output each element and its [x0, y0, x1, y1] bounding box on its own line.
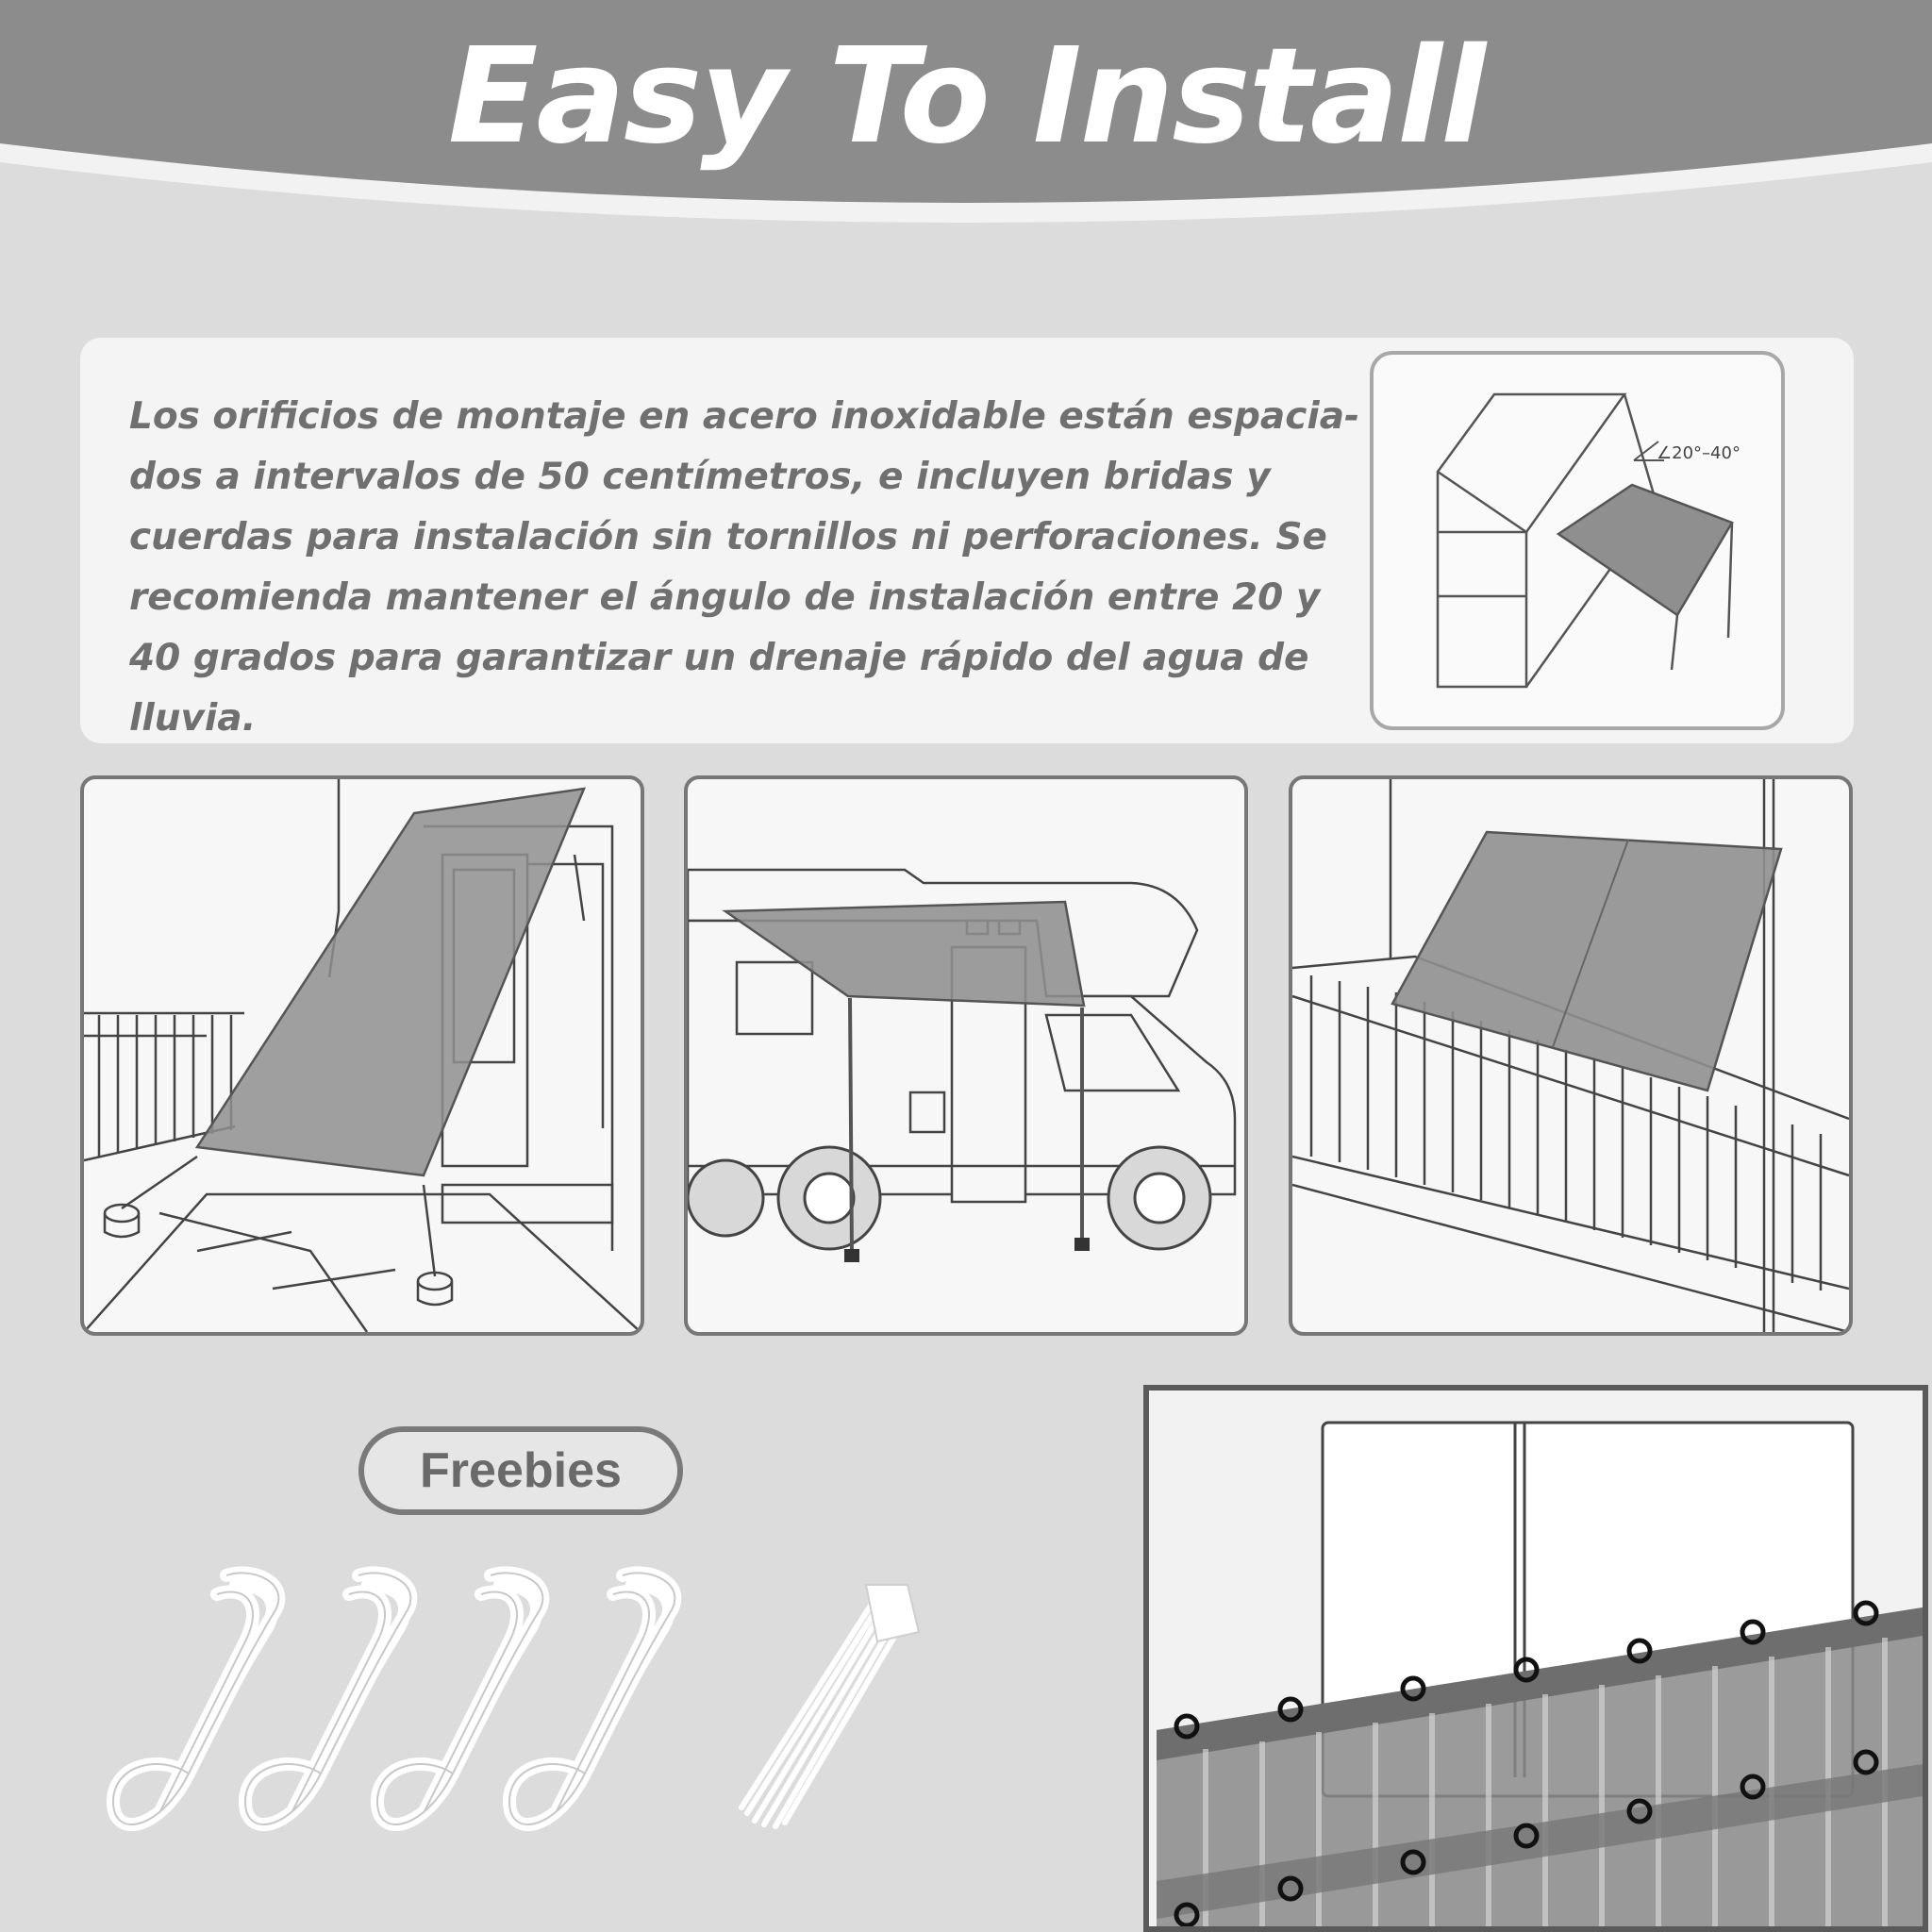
info-card: [80, 338, 1854, 743]
page-title: Easy To Install: [447, 20, 1485, 174]
freebies-label: Freebies: [358, 1426, 683, 1515]
balcony-canopy-illustration: [1289, 775, 1853, 1336]
freebies-accessories: [104, 1547, 981, 1858]
angle-diagram: [1370, 351, 1785, 730]
angle-label: ∠20°–40°: [1657, 443, 1740, 463]
terrace-sail-illustration: [80, 775, 644, 1336]
installation-description: Los orificios de montaje en acero inoxidable están espacia-dos a intervalos de 50 centímetros, e incluyen bridas y cuerdas para instalación sin tornillos ni perforaciones. Se recomienda mantener el ángulo de instalación entre 20 y 40 grados para garantizar un drenaje rápido del agua de lluvia.: [129, 395, 1360, 740]
balcony-railing-illustration: [1143, 1385, 1928, 1932]
camper-awning-illustration: [684, 775, 1248, 1336]
